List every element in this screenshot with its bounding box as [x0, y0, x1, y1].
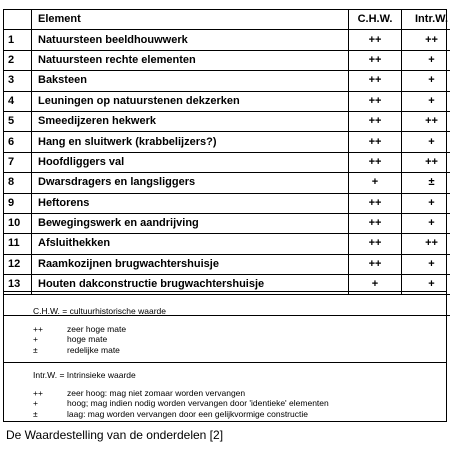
table-row	[4, 111, 450, 131]
legend-symbol: +	[33, 334, 38, 344]
row-element: Natuursteen rechte elementen	[32, 50, 349, 70]
table-row	[4, 213, 450, 233]
legend-intr-title: Intr.W. = Intrinsieke waarde	[33, 370, 136, 380]
row-element: Bewegingswerk en aandrijving	[32, 213, 349, 233]
row-element: Hoofdliggers val	[32, 152, 349, 172]
table-row	[4, 30, 450, 50]
row-intr: +	[402, 71, 450, 91]
row-chw: ++	[349, 71, 402, 91]
figure-caption: De Waardestelling van de onderdelen [2]	[6, 428, 224, 442]
row-chw: ++	[349, 30, 402, 50]
row-element: Baksteen	[32, 71, 349, 91]
row-number: 13	[4, 275, 32, 295]
row-number: 12	[4, 254, 32, 274]
table-row	[4, 71, 450, 91]
row-number: 5	[4, 111, 32, 131]
legend-item	[33, 388, 447, 399]
legend-text: zeer hoge mate	[67, 323, 127, 334]
legend-symbol: ±	[33, 344, 38, 355]
legend-section	[3, 291, 447, 422]
row-number: 10	[4, 213, 32, 233]
row-chw: ++	[349, 213, 402, 233]
row-element: Houten dakconstructie brugwachtershuisje	[32, 275, 349, 295]
row-element: Smeedijzeren hekwerk	[32, 111, 349, 131]
legend-chw-title: C.H.W. = cultuurhistorische waarde	[33, 306, 166, 316]
row-intr: +	[402, 275, 450, 295]
row-chw: ++	[349, 152, 402, 172]
table-row	[4, 234, 450, 254]
table-row	[4, 173, 450, 193]
row-chw: +	[349, 275, 402, 295]
row-chw: ++	[349, 50, 402, 70]
header-number	[4, 10, 32, 30]
legend-chw	[3, 306, 447, 355]
legend-symbol: ±	[33, 408, 38, 419]
legend-text: laag: mag worden vervangen door een gelijkvormige constructie	[67, 408, 308, 419]
legend-symbol: +	[33, 398, 38, 408]
row-intr: ++	[402, 234, 450, 254]
row-number: 4	[4, 91, 32, 111]
legend-item	[33, 345, 447, 356]
table-row	[4, 152, 450, 172]
row-intr: +	[402, 91, 450, 111]
row-element: Dwarsdragers en langsliggers	[32, 173, 349, 193]
row-intr: ++	[402, 111, 450, 131]
row-element: Natuursteen beeldhouwwerk	[32, 30, 349, 50]
row-chw: ++	[349, 234, 402, 254]
table-row	[4, 254, 450, 274]
row-number: 9	[4, 193, 32, 213]
row-number: 3	[4, 71, 32, 91]
row-number: 7	[4, 152, 32, 172]
row-chw: ++	[349, 91, 402, 111]
row-chw: +	[349, 173, 402, 193]
row-element: Afsluithekken	[32, 234, 349, 254]
table-row	[4, 132, 450, 152]
table-row	[4, 91, 450, 111]
row-intr: +	[402, 50, 450, 70]
row-number: 2	[4, 50, 32, 70]
legend-item	[33, 334, 447, 345]
row-element: Leuningen op natuurstenen dekzerken	[32, 91, 349, 111]
table-row	[4, 193, 450, 213]
legend-item	[33, 398, 447, 409]
row-number: 1	[4, 30, 32, 50]
row-number: 6	[4, 132, 32, 152]
row-element: Hang en sluitwerk (krabbelijzers?)	[32, 132, 349, 152]
legend-text: hoog; mag indien nodig worden vervangen door 'identieke' elementen	[67, 398, 329, 408]
row-element: Heftorens	[32, 193, 349, 213]
row-chw: ++	[349, 132, 402, 152]
table-row	[4, 50, 450, 70]
row-intr: ±	[402, 173, 450, 193]
row-intr: ++	[402, 152, 450, 172]
header-element: Element	[32, 10, 349, 30]
legend-item	[33, 409, 447, 420]
row-number: 8	[4, 173, 32, 193]
row-chw: ++	[349, 254, 402, 274]
elements-table	[4, 10, 450, 316]
row-number: 11	[4, 234, 32, 254]
legend-text: hoge mate	[67, 334, 108, 344]
row-chw: ++	[349, 193, 402, 213]
row-intr: ++	[402, 30, 450, 50]
row-intr: +	[402, 254, 450, 274]
legend-item	[33, 324, 447, 335]
legend-text: zeer hoog: mag niet zomaar worden vervangen	[67, 387, 246, 398]
legend-intr	[3, 362, 447, 419]
row-intr: +	[402, 213, 450, 233]
table-header-row	[4, 10, 450, 30]
row-intr: +	[402, 132, 450, 152]
row-chw: ++	[349, 111, 402, 131]
legend-symbol: ++	[33, 323, 43, 334]
legend-text: redelijke mate	[67, 344, 120, 355]
row-intr: +	[402, 193, 450, 213]
header-intr: Intr.W.	[402, 10, 450, 30]
header-chw: C.H.W.	[349, 10, 402, 30]
row-element: Raamkozijnen brugwachtershuisje	[32, 254, 349, 274]
legend-symbol: ++	[33, 387, 43, 398]
